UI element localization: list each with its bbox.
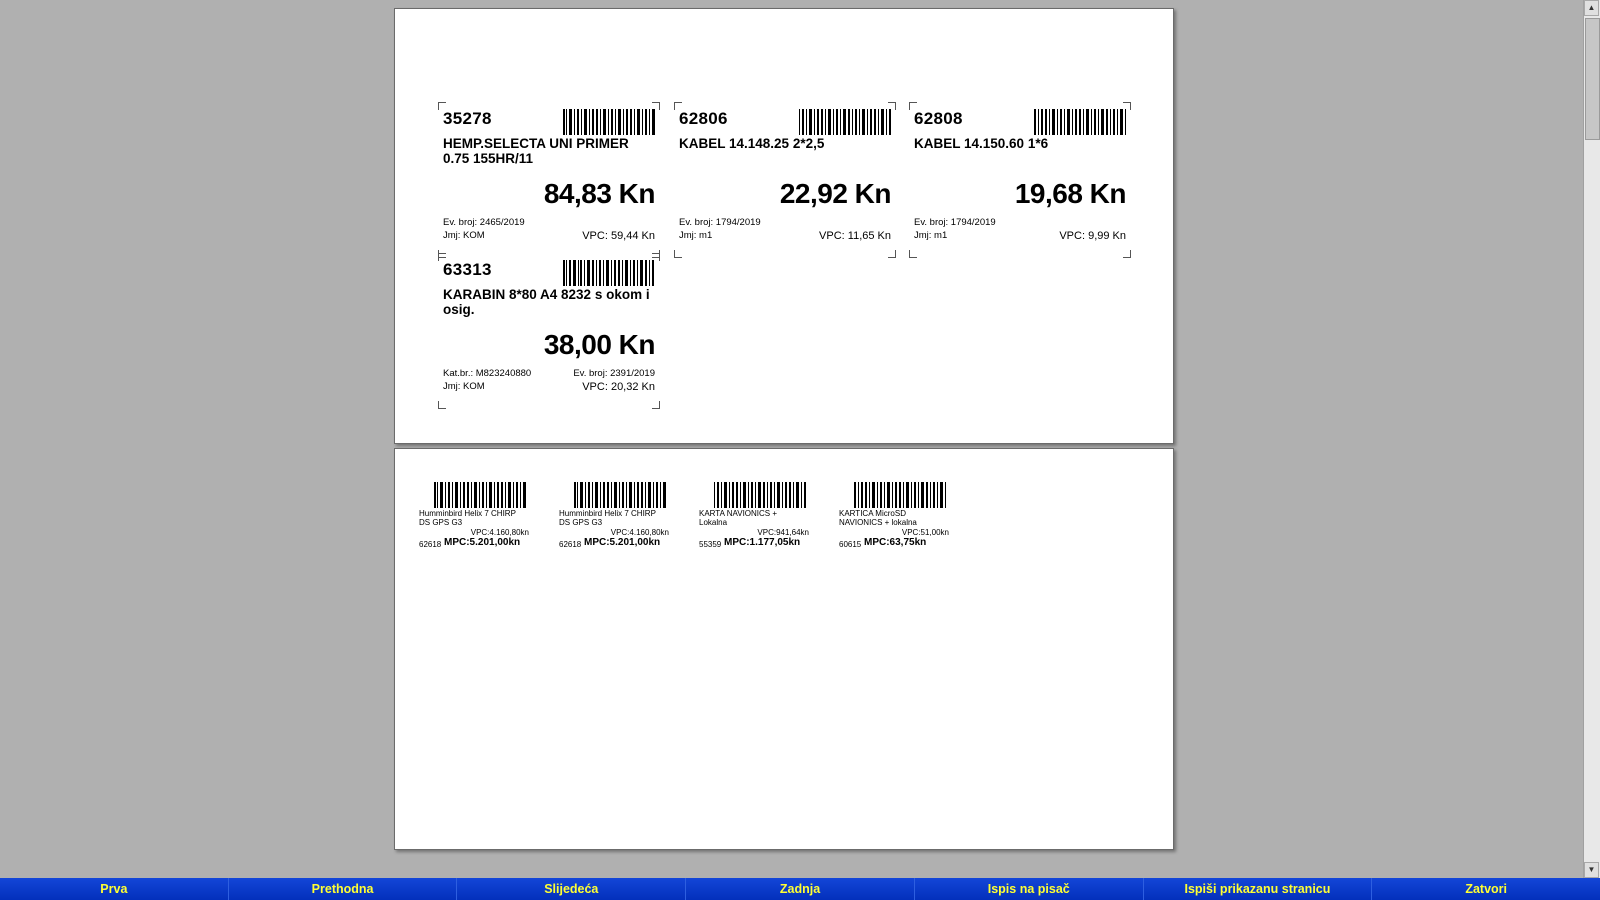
small-label-mpc: MPC:5.201,00kn	[444, 537, 521, 548]
label-code: 35278	[443, 109, 492, 128]
small-label-vpc: VPC:941,64kn	[757, 528, 809, 537]
barcode-image	[1034, 109, 1126, 135]
crop-mark	[888, 250, 896, 258]
scroll-down-button[interactable]: ▼	[1584, 862, 1599, 878]
crop-mark	[1123, 250, 1131, 258]
previous-page-button[interactable]: Prethodna	[229, 878, 458, 900]
small-label-mpc: MPC:1.177,05kn	[724, 537, 801, 548]
label-jmj: Jmj: KOM	[443, 381, 485, 392]
label-code: 62808	[914, 109, 963, 128]
label-ev-broj: Ev. broj: 1794/2019	[914, 217, 996, 228]
small-label-1	[419, 482, 529, 549]
print-to-printer-button[interactable]: Ispis na pisač	[915, 878, 1144, 900]
label-article-name: HEMP.SELECTA UNI PRIMER 0.75 155HR/11	[443, 136, 629, 166]
barcode-image	[714, 482, 806, 508]
label-article-name: KABEL 14.148.25 2*2,5	[679, 136, 825, 151]
crop-mark	[652, 401, 660, 409]
label-article-name: KARABIN 8*80 A4 8232 s okom i osig.	[443, 287, 650, 317]
barcode-image	[434, 482, 526, 508]
close-button[interactable]: Zatvori	[1465, 882, 1508, 896]
small-label-article-name: Humminbird Helix 7 CHIRP DS GPS G3	[559, 509, 656, 527]
label-vpc: VPC: 11,65 Kn	[819, 230, 891, 242]
label-code: 63313	[443, 260, 492, 279]
label-vpc: VPC: 20,32 Kn	[582, 381, 655, 393]
label-jmj: Jmj: m1	[914, 230, 948, 241]
barcode-image	[563, 260, 655, 286]
crop-mark	[438, 401, 446, 409]
barcode-image	[563, 109, 655, 135]
label-ev-broj: Ev. broj: 2391/2019	[573, 368, 655, 379]
small-label-vpc: VPC:4.160,80kn	[470, 528, 529, 537]
vertical-scrollbar[interactable]	[1583, 0, 1600, 878]
small-label-code: 62618	[559, 540, 582, 549]
small-label-mpc: MPC:5.201,00kn	[584, 537, 661, 548]
label-jmj: Jmj: m1	[679, 230, 713, 241]
small-label-vpc: VPC:4.160,80kn	[610, 528, 669, 537]
preview-page-1	[394, 8, 1174, 444]
first-page-button[interactable]: Prva	[0, 878, 229, 900]
price-label-2	[677, 105, 893, 255]
small-label-code: 62618	[419, 540, 442, 549]
small-label-3	[699, 482, 809, 549]
next-page-button[interactable]: Slijedeća	[457, 878, 686, 900]
small-label-4	[839, 482, 949, 549]
label-kat-br: Kat.br.: M823240880	[443, 368, 532, 379]
barcode-image	[854, 482, 946, 508]
barcode-image	[799, 109, 891, 135]
label-vpc: VPC: 59,44 Kn	[582, 230, 655, 242]
price-label-4	[441, 256, 657, 406]
last-page-button[interactable]: Zadnja	[686, 878, 915, 900]
price-label-1	[441, 105, 657, 255]
label-jmj: Jmj: KOM	[443, 230, 485, 241]
label-ev-broj: Ev. broj: 2465/2019	[443, 217, 525, 228]
label-price: 84,83 Kn	[543, 178, 655, 209]
small-label-article-name: KARTA NAVIONICS + Lokalna	[699, 509, 778, 527]
small-label-article-name: Humminbird Helix 7 CHIRP DS GPS G3	[419, 509, 516, 527]
preview-page-2	[394, 448, 1174, 850]
label-price: 38,00 Kn	[543, 329, 655, 360]
small-label-mpc: MPC:63,75kn	[864, 537, 927, 548]
small-label-vpc: VPC:51,00kn	[901, 528, 949, 537]
barcode-image	[574, 482, 666, 508]
label-price: 19,68 Kn	[1014, 178, 1126, 209]
label-price: 22,92 Kn	[779, 178, 891, 209]
small-label-code: 55359	[699, 540, 722, 549]
label-vpc: VPC: 9,99 Kn	[1059, 230, 1126, 242]
label-ev-broj: Ev. broj: 1794/2019	[679, 217, 761, 228]
crop-mark	[674, 250, 682, 258]
small-label-article-name: KARTICA MicroSD NAVIONICS + lokalna	[839, 509, 917, 527]
print-current-page-button[interactable]: Ispiši prikazanu stranicu	[1144, 878, 1373, 900]
label-article-name: KABEL 14.150.60 1*6	[914, 136, 1049, 151]
small-label-code: 60615	[839, 540, 862, 549]
small-label-2	[559, 482, 669, 549]
scroll-up-button[interactable]: ▲	[1584, 0, 1599, 16]
price-label-3	[912, 105, 1128, 255]
scrollbar-thumb[interactable]	[1585, 18, 1600, 140]
label-code: 62806	[679, 109, 728, 128]
crop-mark	[909, 250, 917, 258]
bottom-toolbar	[0, 878, 1600, 900]
